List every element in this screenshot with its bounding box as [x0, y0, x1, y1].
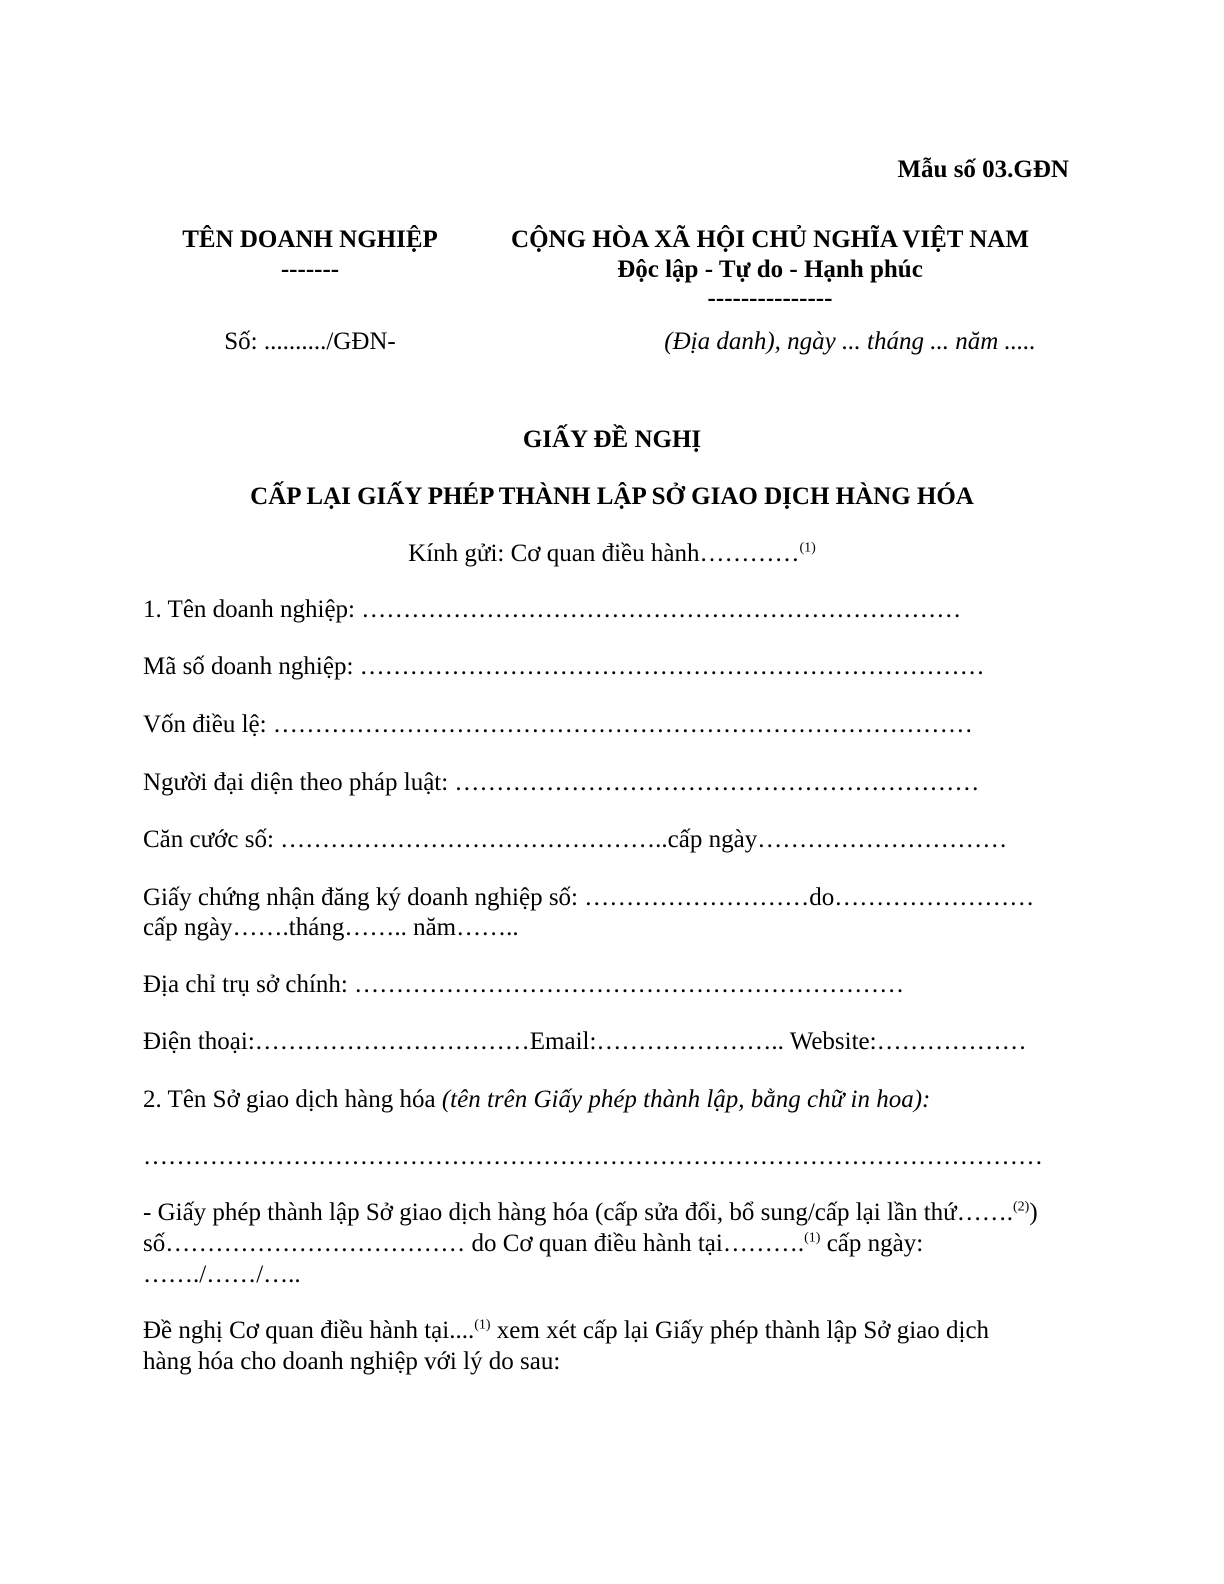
registration-cert-date: cấp ngày…….tháng…….. năm……..	[143, 914, 519, 941]
document-number: Số: ........../GĐN-	[224, 328, 396, 355]
request-text-2: xem xét cấp lại Giấy phép thành lập Sở giao dịch	[490, 1317, 990, 1344]
org-divider: -------	[280, 256, 340, 283]
license-line-3: ……./……/…..	[143, 1261, 301, 1288]
head-office-address-field: Địa chỉ trụ sở chính: …………………………………………………………	[143, 971, 905, 998]
country-name: CỘNG HÒA XÃ HỘI CHỦ NGHĨA VIỆT NAM	[511, 226, 1029, 253]
recipient-text: Kính gửi: Cơ quan điều hành…………	[408, 540, 800, 567]
charter-capital-field: Vốn điều lệ: …………………………………………………………………………	[143, 711, 973, 738]
id-card-field: Căn cước số: ………………………………………..cấp ngày…………………………	[143, 826, 1008, 853]
place-date: (Địa danh), ngày ... tháng ... năm .....	[664, 328, 1036, 355]
license-text-1: - Giấy phép thành lập Sở giao dịch hàng hóa (cấp sửa đổi, bổ sung/cấp lại lần thứ…….	[143, 1199, 1013, 1226]
exchange-name-text: 2. Tên Sở giao dịch hàng hóa	[143, 1086, 442, 1113]
request-text-1: Đề nghị Cơ quan điều hành tại....	[143, 1317, 475, 1344]
license-line-1	[143, 1198, 1038, 1228]
license-text-3: số……………………………… do Cơ quan điều hành tại……….	[143, 1230, 805, 1257]
motto-divider: ---------------	[707, 285, 833, 312]
contact-field: Điện thoại:……………………………Email:………………….. Website:………………	[143, 1028, 1027, 1055]
exchange-name-blank: ………………………………………………………………………………………………	[143, 1143, 1043, 1170]
request-line-2: hàng hóa cho doanh nghiệp với lý do sau:	[143, 1348, 561, 1375]
license-text-2: )	[1029, 1199, 1038, 1226]
tax-code-field: Mã số doanh nghiệp: …………………………………………………………………	[143, 653, 985, 680]
exchange-name-note: (tên trên Giấy phép thành lập, bằng chữ in hoa):	[441, 1086, 931, 1113]
document-subtitle: CẤP LẠI GIẤY PHÉP THÀNH LẬP SỞ GIAO DỊCH HÀNG HÓA	[250, 483, 974, 510]
request-line-1	[143, 1316, 989, 1346]
org-name: TÊN DOANH NGHIỆP	[182, 226, 438, 253]
document-title: GIẤY ĐỀ NGHỊ	[522, 426, 702, 453]
company-name-field: 1. Tên doanh nghiệp: ………………………………………………………………	[143, 596, 962, 623]
registration-cert-field: Giấy chứng nhận đăng ký doanh nghiệp số: ………………………do……………………	[143, 884, 1035, 911]
license-text-4: cấp ngày:	[820, 1230, 924, 1257]
license-footnote-ref-1: (1)	[804, 1230, 821, 1246]
recipient-footnote-ref: (1)	[799, 540, 816, 556]
form-number: Mẫu số 03.GĐN	[897, 156, 1069, 183]
request-footnote-ref: (1)	[474, 1317, 491, 1333]
legal-representative-field: Người đại diện theo pháp luật: ………………………………………………………	[143, 769, 980, 796]
license-line-2	[143, 1229, 923, 1259]
recipient-line	[0, 539, 1224, 569]
exchange-name-label	[143, 1085, 930, 1115]
national-motto: Độc lập - Tự do - Hạnh phúc	[617, 256, 923, 283]
license-footnote-ref-2: (2)	[1012, 1199, 1030, 1215]
